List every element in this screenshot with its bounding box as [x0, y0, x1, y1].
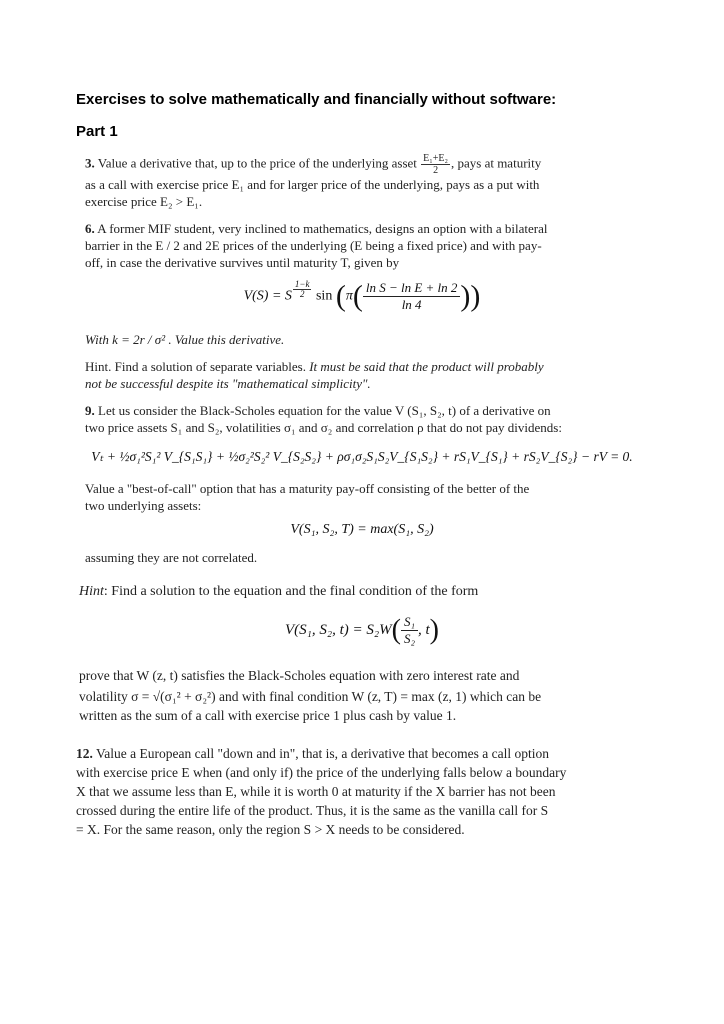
ex6-line2: barrier in the E / 2 and 2E prices of the underlying (E being a fixed price) and with pay-	[85, 238, 542, 253]
ex6-eq-exponent	[293, 280, 312, 299]
ex3-text-b: , pays at maturity	[450, 155, 542, 171]
ex9-prove1: prove that W (z, t) satisfies the Black-Scholes equation with zero interest rate and	[79, 668, 520, 683]
ex3-line3: exercise price E₂ > E₁.	[85, 194, 203, 209]
ex12-line2: with exercise price E when (and only if) the price of the underlying falls below a boundary	[76, 765, 567, 780]
ex6-paren-open: (	[335, 279, 346, 313]
ex9-form-lhs: V(S₁, S₂, t) = S₂W	[285, 621, 392, 638]
ex3-number: 3.	[85, 155, 95, 171]
ex6-eq-sin: sin	[315, 288, 333, 304]
ex9-form-frac-den: S₂	[403, 631, 415, 646]
ex9-solution-form	[0, 614, 724, 647]
ex6-hint-line1	[85, 358, 544, 375]
ex6-eq-frac-num: ln S − ln E + ln 2	[363, 280, 461, 297]
ex3-fraction	[421, 153, 450, 176]
ex6-line3: off, in case the derivative survives until maturity T, given by	[85, 255, 400, 270]
ex3-frac-num: E₁+E₂	[423, 153, 448, 164]
ex6-payoff-equation	[0, 280, 724, 313]
ex3-line1	[85, 153, 541, 176]
ex9-form-paren-open: (	[391, 614, 401, 646]
ex6-number: 6.	[85, 221, 95, 236]
ex9-prove2: volatility σ = √(σ₁² + σ₂²) and with final condition W (z, T) = max (z, 1) which can be	[79, 689, 542, 704]
ex3-frac-den: 2	[433, 165, 439, 176]
ex12-line3: X that we assume less than E, while it is worth 0 at maturity if the X barrier has not been	[76, 784, 556, 799]
ex9-line3: Value a "best-of-call" option that has a maturity pay-off consisting of the better of the	[85, 481, 530, 496]
ex9-number: 9.	[85, 403, 95, 418]
ex12-number: 12.	[76, 746, 93, 761]
ex6-eq-pi: π	[345, 288, 353, 304]
ex9-pde: Vₜ + ½σ₁²S₁² V_{S₁S₁} + ½σ₂²S₂² V_{S₂S₂} + ρσ₁σ₂S₁S₂V_{S₁S₂} + rS₁V_{S₁} + rS₂V_{S₂} − rV = 0.	[91, 449, 633, 464]
part-heading: Part 1	[76, 123, 118, 140]
ex9-hint	[79, 583, 478, 600]
ex6-with-line: With k = 2r / σ² . Value this derivative.	[85, 332, 285, 347]
ex3-text-a: Value a derivative that, up to the price of the underlying asset	[97, 155, 417, 171]
ex6-line1-text: A former MIF student, very inclined to mathematics, designs an option with a bilateral	[97, 221, 548, 236]
ex6-paren-close: ))	[460, 279, 481, 313]
ex6-eq-lhs: V(S) = S	[243, 288, 292, 304]
ex9-line4: two underlying assets:	[85, 498, 202, 513]
ex6-hint-b: It must be said that the product will probably	[309, 359, 544, 374]
ex9-payoff: V(S₁, S₂, T) = max(S₁, S₂)	[290, 522, 434, 537]
ex6-hint-a: Hint. Find a solution of separate variables.	[85, 359, 310, 374]
ex9-hint-text: : Find a solution to the equation and the final condition of the form	[103, 584, 479, 599]
page-title: Exercises to solve mathematically and financially without software:	[76, 91, 557, 108]
ex9-form-t: , t	[417, 621, 430, 638]
ex6-eq-frac-den: ln 4	[401, 297, 422, 312]
ex9-line1-text: Let us consider the Black-Scholes equation for the value V (S₁, S₂, t) of a derivative on	[98, 403, 551, 418]
ex12-line5: = X. For the same reason, only the region S > X needs to be considered.	[76, 822, 465, 837]
ex9-line5: assuming they are not correlated.	[85, 550, 258, 565]
ex12-line4: crossed during the entire life of the product. Thus, it is the same as the vanilla call for S	[76, 803, 549, 818]
ex9-hint-label: Hint	[79, 584, 104, 599]
ex9-prove3: written as the sum of a call with exercise price 1 plus cash by value 1.	[79, 708, 457, 723]
ex12-line1	[76, 745, 549, 763]
ex6-eq-fraction	[363, 280, 461, 313]
ex6-paren-open-inner: (	[352, 279, 363, 313]
ex9-line2: two price assets S₁ and S₂, volatilities σ₁ and σ₂ and correlation ρ that do not pay dividends:	[85, 420, 562, 435]
ex9-line1	[85, 402, 551, 419]
ex6-exp-den: 2	[299, 289, 305, 299]
ex6-line1	[85, 220, 548, 237]
ex12-line1-text: Value a European call "down and in", that is, a derivative that becomes a call option	[96, 746, 550, 761]
ex3-line2: as a call with exercise price E₁ and for larger price of the underlying, pays as a put with	[85, 177, 540, 192]
ex6-exp-num: 1−k	[294, 279, 310, 289]
ex9-form-frac-num: S₁	[401, 614, 418, 631]
ex9-form-fraction	[401, 614, 418, 647]
ex6-hint-line2: not be successful despite its "mathematical simplicity".	[85, 376, 371, 391]
ex9-form-paren-close: )	[429, 614, 439, 646]
